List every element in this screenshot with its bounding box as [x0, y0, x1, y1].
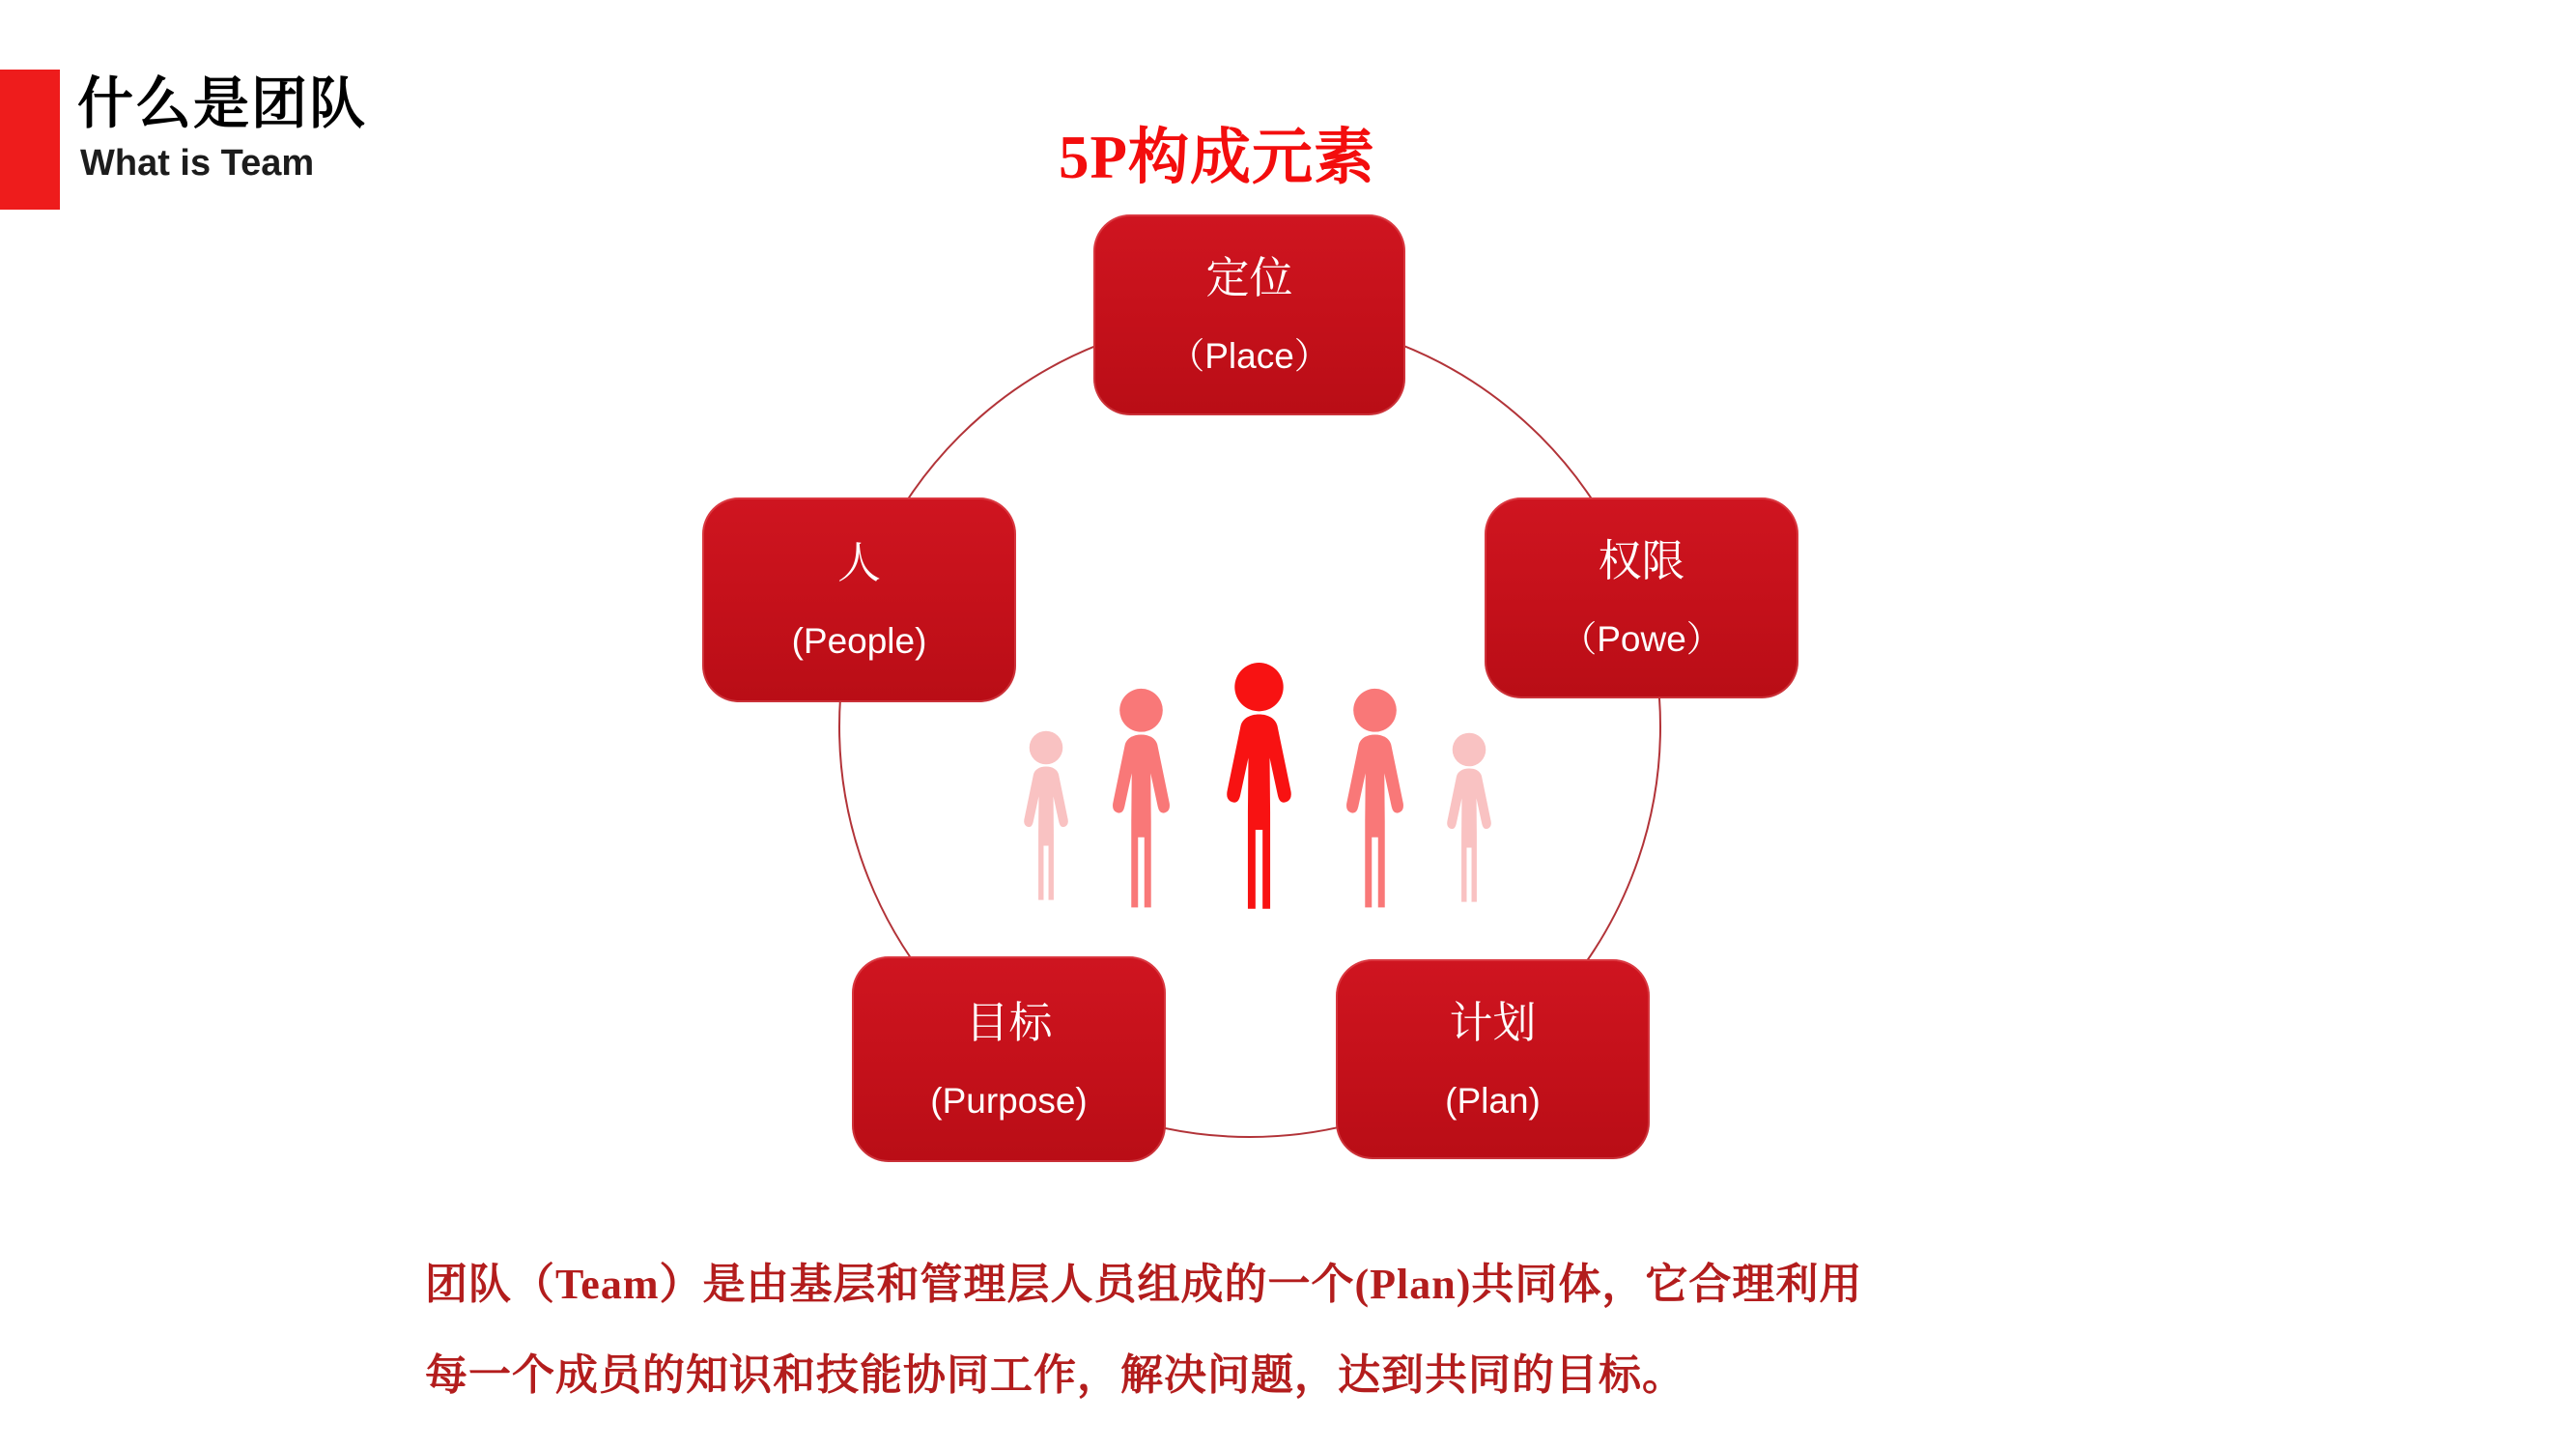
node-purpose-label-en: (Purpose) [930, 1080, 1088, 1121]
node-plan-label-en: (Plan) [1445, 1080, 1541, 1121]
node-power-label-en: （Powe） [1561, 619, 1722, 659]
node-place-label-en: （Place） [1169, 336, 1330, 376]
description-text [425, 1239, 1932, 1421]
description-line-2: 每一个成员的知识和技能协同工作，解决问题，达到共同的目标。 [425, 1351, 1685, 1399]
node-power [1485, 497, 1798, 698]
node-plan [1336, 959, 1650, 1159]
description-line-1: 团队（Team）是由基层和管理层人员组成的一个(Plan)共同体，它合理利用 [425, 1261, 1863, 1308]
node-people-label-en: (People) [791, 621, 927, 661]
node-people [702, 497, 1016, 702]
node-purpose-label-cn: 目标 [965, 997, 1053, 1047]
node-power-label-cn: 权限 [1598, 536, 1685, 585]
slide-title: 什么是团队 [77, 72, 368, 135]
node-purpose [852, 956, 1166, 1162]
person-icon-inner-right [1330, 688, 1420, 913]
person-icon-outer-left [1011, 730, 1081, 904]
node-place [1093, 214, 1405, 415]
slide-subtitle: What is Team [80, 143, 315, 184]
node-people-label-cn: 人 [836, 538, 881, 587]
person-icon-outer-right [1434, 732, 1504, 906]
person-icon-inner-left [1096, 688, 1186, 913]
diagram-title: 5P构成元素 [1059, 124, 1375, 191]
accent-red-square [0, 70, 60, 210]
person-icon-center [1208, 662, 1310, 915]
node-place-label-cn: 定位 [1205, 253, 1293, 302]
node-plan-label-cn: 计划 [1449, 997, 1537, 1047]
